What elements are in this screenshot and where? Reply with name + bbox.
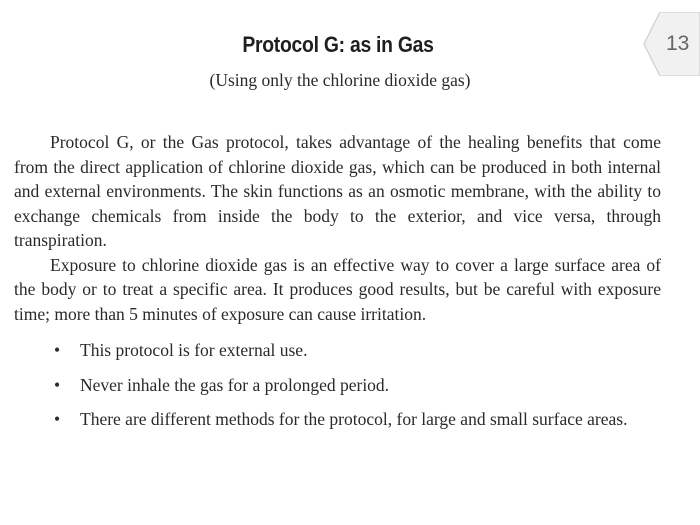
page-number: 13 bbox=[666, 32, 690, 55]
bullet-text: There are different methods for the protocol, for large and small surface areas. bbox=[80, 409, 628, 429]
page-number-tab bbox=[642, 12, 700, 76]
paragraph: Protocol G, or the Gas protocol, takes advantage of the healing benefits that come from the direct application of chlorine dioxide gas, which can be produced in both internal and external environments. The skin functions as an osmotic membrane, with the ability to exchange chemicals from inside the body to the exterior, and vice versa, through transpiration. bbox=[14, 132, 661, 250]
bullet-item bbox=[14, 338, 661, 363]
paragraph: Exposure to chlorine dioxide gas is an effective way to cover a large surface area of the body or to treat a specific area. It produces good results, but be careful with exposure time; more than 5 minutes of exposure can cause irritation. bbox=[14, 254, 661, 324]
bullet-list bbox=[14, 338, 661, 432]
body-text bbox=[14, 130, 661, 442]
bullet-icon: • bbox=[54, 374, 61, 395]
bullet-text: Never inhale the gas for a prolonged period. bbox=[80, 374, 390, 395]
page-subtitle: (Using only the chlorine dioxide gas) bbox=[209, 70, 471, 90]
bullet-item bbox=[14, 407, 661, 432]
page-title: Protocol G: as in Gas bbox=[242, 32, 434, 57]
bullet-text: This protocol is for external use. bbox=[80, 340, 308, 360]
bullet-icon: • bbox=[54, 409, 61, 429]
bullet-icon: • bbox=[54, 340, 61, 360]
bullet-item bbox=[14, 373, 661, 398]
